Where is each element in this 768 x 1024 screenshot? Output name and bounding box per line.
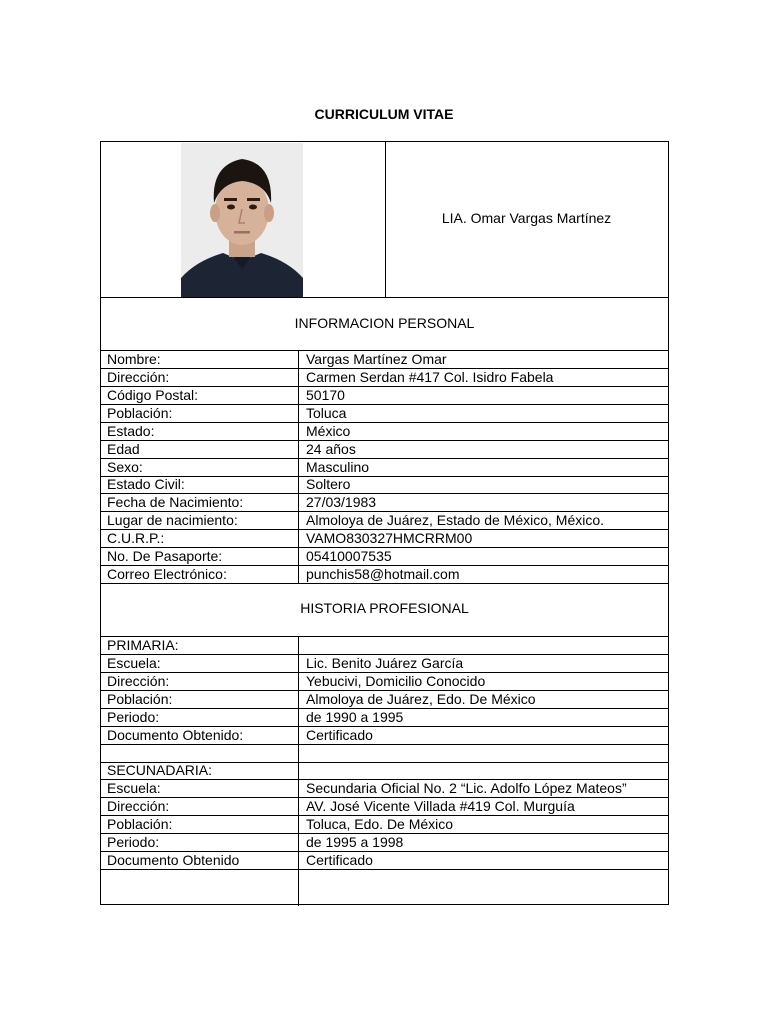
secundaria-heading: SECUNADARIA: — [107, 762, 213, 778]
row-label: Periodo: — [107, 834, 160, 850]
column-divider — [298, 636, 299, 906]
professional-section-heading: HISTORIA PROFESIONAL — [300, 600, 469, 616]
row-value: VAMO830327HMCRRM00 — [306, 530, 473, 546]
row-label: Edad — [107, 441, 140, 457]
row-value: Almoloya de Juárez, Edo. De México — [306, 691, 536, 707]
row-divider — [101, 404, 668, 405]
row-value: 50170 — [306, 387, 345, 403]
row-value: de 1990 a 1995 — [306, 709, 404, 725]
candidate-name: LIA. Omar Vargas Martínez — [441, 210, 612, 226]
email-value: punchis58@hotmail.com — [306, 566, 460, 582]
row-value: Vargas Martínez Omar — [306, 351, 447, 367]
row-divider — [101, 869, 668, 870]
row-value: Carmen Serdan #417 Col. Isidro Fabela — [306, 369, 554, 385]
row-value: 05410007535 — [306, 548, 392, 564]
row-value: Soltero — [306, 476, 351, 492]
row-value: Almoloya de Juárez, Estado de México, México. — [306, 512, 605, 528]
row-label: Población: — [107, 405, 173, 421]
row-label: Sexo: — [107, 459, 143, 475]
row-label: Periodo: — [107, 709, 160, 725]
row-label: Nombre: — [107, 351, 161, 367]
row-label: Estado: — [107, 423, 155, 439]
row-value: Certificado — [306, 727, 373, 743]
row-label: No. De Pasaporte: — [107, 548, 223, 564]
row-value: Yebucivi, Domicilio Conocido — [306, 673, 486, 689]
row-value: Toluca, Edo. De México — [306, 816, 454, 832]
row-value: de 1995 a 1998 — [306, 834, 404, 850]
row-value: Lic. Benito Juárez García — [306, 655, 464, 671]
row-label: Escuela: — [107, 780, 161, 796]
row-divider — [101, 440, 668, 441]
row-divider — [101, 458, 668, 459]
cv-table — [100, 141, 669, 905]
row-value: AV. José Vicente Villada #419 Col. Murguía — [306, 798, 575, 814]
row-label: Fecha de Nacimiento: — [107, 494, 244, 510]
row-label: Escuela: — [107, 655, 161, 671]
row-label: C.U.R.P.: — [107, 530, 165, 546]
portrait-photo-icon — [181, 143, 303, 297]
row-value: México — [306, 423, 351, 439]
row-label: Población: — [107, 691, 173, 707]
row-label: Documento Obtenido: — [107, 727, 244, 743]
divider — [101, 636, 668, 637]
row-divider — [101, 422, 668, 423]
column-divider — [298, 350, 299, 583]
row-label: Correo Electrónico: — [107, 566, 227, 582]
row-label: Lugar de nacimiento: — [107, 512, 238, 528]
row-label: Dirección: — [107, 673, 170, 689]
row-divider — [101, 476, 668, 477]
row-value: Toluca — [306, 405, 347, 421]
divider — [101, 583, 668, 584]
row-label: Estado Civil: — [107, 476, 185, 492]
row-label: Población: — [107, 816, 173, 832]
row-label: Documento Obtenido — [107, 852, 240, 868]
row-value: 27/03/1983 — [306, 494, 377, 510]
row-label: Dirección: — [107, 369, 170, 385]
row-value: Certificado — [306, 852, 373, 868]
row-label: Código Postal: — [107, 387, 199, 403]
primaria-heading: PRIMARIA: — [107, 637, 179, 653]
row-value: Masculino — [306, 459, 370, 475]
divider — [101, 297, 668, 298]
row-value: 24 años — [306, 441, 356, 457]
document-title: CURRICULUM VITAE — [314, 106, 454, 122]
row-divider — [101, 744, 668, 745]
row-label: Dirección: — [107, 798, 170, 814]
personal-section-heading: INFORMACION PERSONAL — [294, 315, 475, 331]
row-value: Secundaria Oficial No. 2 “Lic. Adolfo López Mateos” — [306, 780, 627, 796]
